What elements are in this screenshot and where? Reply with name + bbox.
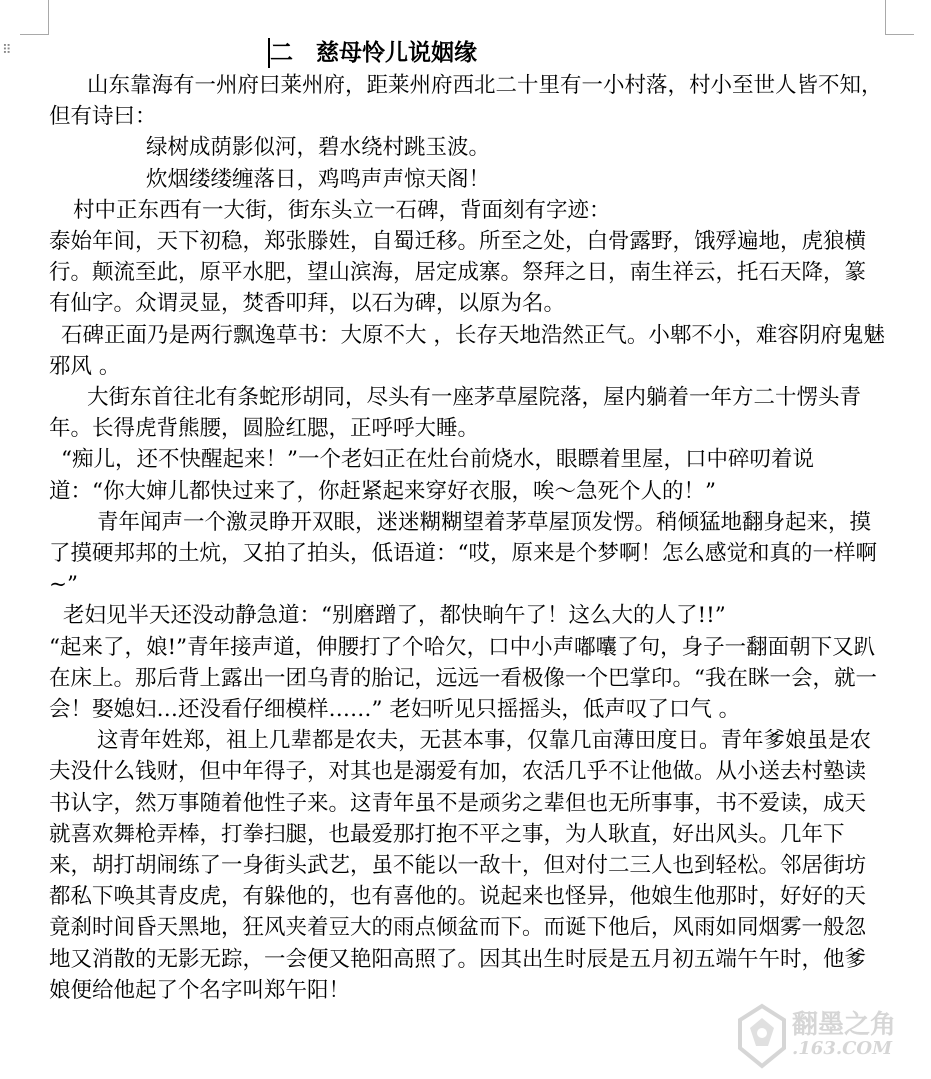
paragraph-background[interactable]: 这青年姓郑，祖上几辈都是农夫，无甚本事，仅靠几亩薄田度日。青年爹娘虽是农夫没什么钱财，但中年得子，对其也是溺爱有加，农活几乎不让他做。从小送去村塾读书认字，然万事随着他性子来。这青年虽不是顽劣之辈但也无所事事，书不爱读，成天就喜欢舞枪弄棒，打拳扫腿，也最爱那打抱不平之事，为人耿直，好出风头。几年下来，胡打胡闹练了一身街头武艺，虽不能以一敌十，但对付二三人也到轻松。邻居街坊都私下唤其青皮虎，有躲他的，也有喜他的。说起来也怪异，他娘生他那时，好好的天竟刹时间昏天黑地，狂风夹着豆大的雨点倾盆而下。而诞下他后，风雨如同烟雾一般忽地又消散的无影无踪，一会便又艳阳高照了。因其出生时辰是五月初五端午午时，他爹娘便给他起了个名字叫郑午阳！ <box>49 728 872 1003</box>
watermark-emblem-icon <box>732 1002 792 1072</box>
paragraph-alley[interactable]: 大街东首往北有条蛇形胡同，尽头有一座茅草屋院落，屋内躺着一年方二十愣头青年。长得虎背熊腰，圆脸红腮，正呼呼大睡。 <box>49 385 862 442</box>
chapter-heading[interactable]: 二 慈母怜儿说姻缘 <box>270 39 477 66</box>
paragraph-youth-replies[interactable]: “起来了，娘!”青年接声道，伸腰打了个哈欠，口中小声嘟囔了句，身子一翻面朝下又趴在床上。那后背上露出一团乌青的胎记，远远一看极像一个巴掌印。“我在眯一会，就一会！娶媳妇…还没看仔细模样……” 老妇听见只摇摇头，低声叹了口气 。 <box>49 634 877 723</box>
paragraph-mother-urges[interactable]: 老妇见半天还没动静急道：“别磨蹭了，都快晌午了！这么大的人了!!” <box>63 603 726 629</box>
paragraph-stele[interactable]: 村中正东西有一大街，街东头立一石碑，背面刻有字迹： <box>73 197 611 223</box>
paragraph-youth-wakes[interactable]: 青年闻声一个激灵睁开双眼，迷迷糊糊望着茅草屋顶发愣。稍倾猛地翻身起来，摸了摸硬邦邦的土炕，又拍了拍头，低语道：“哎，原来是个梦啊！怎么感觉和真的一样啊~” <box>49 509 877 598</box>
page-corner-mark-top-left <box>20 0 49 35</box>
paragraph-inscription[interactable]: 泰始年间，天下初稳，郑张滕姓，自蜀迁移。所至之处，白骨露野，饿殍遍地，虎狼横行。颠流至此，原平水肥，望山滨海，居定成寨。祭拜之日，南生祥云，托石天降，篆有仙字。众谓灵显，焚香叩拜，以石为碑，以原为名。 <box>49 229 867 317</box>
paragraph-stele-front[interactable]: 石碑正面乃是两行飘逸草书：大原不大 ，长存天地浩然正气。小郫不小，难容阴府鬼魅邪风 。 <box>49 322 885 379</box>
site-watermark <box>732 1002 922 1074</box>
poem-line-2[interactable]: 炊烟缕缕缠落日，鸡鸣声声惊天阁！ <box>146 166 491 192</box>
page-corner-mark-top-right <box>885 0 914 35</box>
paragraph-mother-call[interactable]: “痴儿，还不快醒起来！”一个老妇正在灶台前烧水，眼瞟着里屋，口中碎叨着说道：“你大婶儿都快过来了，你赶紧起来穿好衣服，唉～急死个人的！” <box>49 447 814 504</box>
poem-line-1[interactable]: 绿树成荫影似河，碧水绕村跳玉波。 <box>146 135 491 161</box>
document-body[interactable] <box>49 70 887 1006</box>
watermark-title: 翻墨之角 <box>792 1010 897 1040</box>
paragraph-intro[interactable]: 山东靠海有一州府曰莱州府，距莱州府西北二十里有一小村落，村小至世人皆不知，但有诗曰： <box>49 73 883 130</box>
watermark-domain: .163.COM <box>792 1038 893 1059</box>
paragraph-drag-handle-icon[interactable]: ⠿ <box>2 43 10 58</box>
